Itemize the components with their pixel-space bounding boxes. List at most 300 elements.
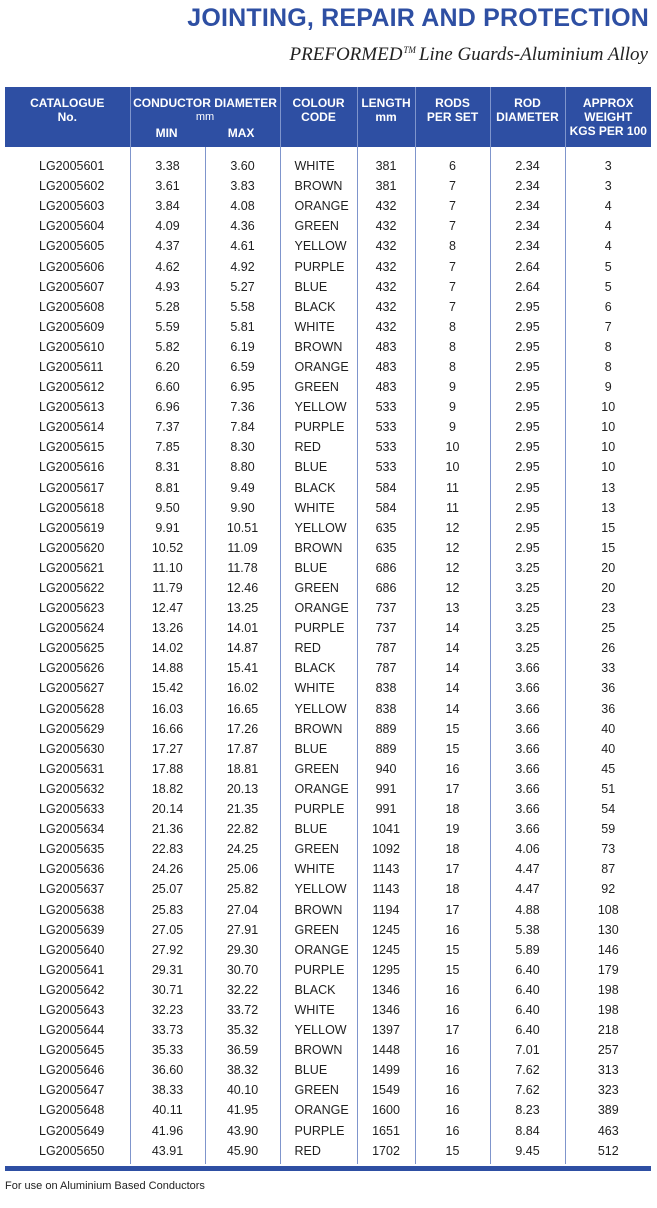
cell-approx-weight: 5 xyxy=(604,279,612,294)
cell-rods-per-set: 8 xyxy=(415,357,490,377)
cell-diameter-min: 38.33 xyxy=(130,1080,205,1100)
cell-rod-diameter: 3.66 xyxy=(490,699,565,719)
table-row xyxy=(5,518,651,538)
cell-diameter-max: 25.82 xyxy=(205,879,280,899)
cell-diameter-min: 43.91 xyxy=(130,1141,205,1164)
cell-diameter-min: 17.27 xyxy=(130,739,205,759)
cell-catalogue-no: LG2005650 xyxy=(5,1141,130,1164)
header-weight-line1: APPROX WEIGHT xyxy=(582,96,634,124)
table-row xyxy=(5,779,651,799)
cell-length: 432 xyxy=(357,196,415,216)
table-row xyxy=(5,457,651,477)
cell-rod-diameter: 2.95 xyxy=(490,457,565,477)
cell-colour-code: GREEN xyxy=(280,216,357,236)
cell-rods-per-set: 9 xyxy=(415,377,490,397)
cell-colour-code: ORANGE xyxy=(280,940,357,960)
cell-diameter-min: 27.05 xyxy=(130,920,205,940)
table-row xyxy=(5,739,651,759)
cell-rods-per-set: 17 xyxy=(415,859,490,879)
table-row xyxy=(5,317,651,337)
cell-diameter-min: 6.60 xyxy=(130,377,205,397)
cell-rod-diameter: 3.66 xyxy=(490,779,565,799)
cell-diameter-max: 3.83 xyxy=(205,176,280,196)
cell-rod-diameter: 7.62 xyxy=(490,1060,565,1080)
cell-diameter-min: 4.62 xyxy=(130,256,205,276)
cell-catalogue-no: LG2005623 xyxy=(5,598,130,618)
cell-length: 838 xyxy=(357,699,415,719)
cell-diameter-min: 5.82 xyxy=(130,337,205,357)
cell-diameter-min: 20.14 xyxy=(130,799,205,819)
cell-diameter-min: 17.88 xyxy=(130,759,205,779)
cell-diameter-max: 33.72 xyxy=(205,1000,280,1020)
cell-catalogue-no: LG2005635 xyxy=(5,839,130,859)
cell-diameter-min: 7.85 xyxy=(130,437,205,457)
cell-rods-per-set: 10 xyxy=(415,437,490,457)
cell-colour-code: GREEN xyxy=(280,839,357,859)
cell-catalogue-no: LG2005606 xyxy=(5,256,130,276)
cell-diameter-min: 41.96 xyxy=(130,1121,205,1141)
header-weight-line2: KGS PER 100 xyxy=(569,124,647,138)
cell-rod-diameter: 3.25 xyxy=(490,618,565,638)
cell-rods-per-set: 16 xyxy=(415,1080,490,1100)
cell-colour-code: BLUE xyxy=(280,739,357,759)
cell-diameter-max: 11.78 xyxy=(205,558,280,578)
cell-rods-per-set: 16 xyxy=(415,980,490,1000)
cell-diameter-max: 5.58 xyxy=(205,297,280,317)
cell-catalogue-no: LG2005625 xyxy=(5,638,130,658)
cell-rods-per-set: 15 xyxy=(415,739,490,759)
table-row xyxy=(5,980,651,1000)
cell-catalogue-no: LG2005614 xyxy=(5,417,130,437)
cell-rods-per-set: 6 xyxy=(415,147,490,176)
cell-approx-weight: 20 xyxy=(601,581,616,596)
cell-rod-diameter: 4.88 xyxy=(490,899,565,919)
cell-diameter-max: 9.90 xyxy=(205,498,280,518)
page-subtitle xyxy=(290,44,648,66)
cell-catalogue-no: LG2005627 xyxy=(5,678,130,698)
cell-rod-diameter: 3.25 xyxy=(490,578,565,598)
cell-approx-weight: 313 xyxy=(597,1063,619,1078)
cell-catalogue-no: LG2005630 xyxy=(5,739,130,759)
cell-diameter-min: 14.88 xyxy=(130,658,205,678)
cell-length: 787 xyxy=(357,638,415,658)
table-row xyxy=(5,759,651,779)
cell-rod-diameter: 2.95 xyxy=(490,478,565,498)
cell-diameter-min: 16.66 xyxy=(130,719,205,739)
cell-rods-per-set: 15 xyxy=(415,719,490,739)
cell-rod-diameter: 2.95 xyxy=(490,417,565,437)
table-row xyxy=(5,578,651,598)
cell-approx-weight: 10 xyxy=(601,460,616,475)
cell-approx-weight: 25 xyxy=(601,621,616,636)
cell-approx-weight: 15 xyxy=(601,540,616,555)
cell-rod-diameter: 3.25 xyxy=(490,558,565,578)
footnote: For use on Aluminium Based Conductors xyxy=(5,1180,205,1192)
table-row xyxy=(5,1000,651,1020)
cell-approx-weight: 40 xyxy=(601,721,616,736)
cell-diameter-max: 16.02 xyxy=(205,678,280,698)
cell-diameter-min: 13.26 xyxy=(130,618,205,638)
cell-length: 1702 xyxy=(357,1141,415,1164)
cell-diameter-min: 30.71 xyxy=(130,980,205,1000)
cell-rod-diameter: 2.64 xyxy=(490,277,565,297)
header-rods-line2: PER SET xyxy=(426,110,479,124)
cell-rod-diameter: 2.95 xyxy=(490,397,565,417)
cell-length: 533 xyxy=(357,437,415,457)
cell-catalogue-no: LG2005648 xyxy=(5,1100,130,1120)
header-rod-diameter-line1: ROD xyxy=(514,96,541,110)
cell-colour-code: RED xyxy=(280,638,357,658)
cell-rods-per-set: 15 xyxy=(415,1141,490,1164)
cell-colour-code: BLACK xyxy=(280,478,357,498)
table-row xyxy=(5,147,651,176)
header-length-line1: LENGTH xyxy=(361,96,411,110)
cell-rod-diameter: 4.06 xyxy=(490,839,565,859)
cell-colour-code: GREEN xyxy=(280,1080,357,1100)
cell-rod-diameter: 3.66 xyxy=(490,819,565,839)
cell-approx-weight: 15 xyxy=(601,520,616,535)
cell-approx-weight: 389 xyxy=(597,1103,619,1118)
header-catalogue-line1: CATALOGUE xyxy=(30,96,105,110)
cell-colour-code: PURPLE xyxy=(280,799,357,819)
cell-diameter-max: 13.25 xyxy=(205,598,280,618)
cell-rods-per-set: 12 xyxy=(415,558,490,578)
table-row xyxy=(5,256,651,276)
cell-length: 584 xyxy=(357,498,415,518)
cell-rod-diameter: 3.25 xyxy=(490,638,565,658)
cell-diameter-max: 30.70 xyxy=(205,960,280,980)
cell-diameter-min: 3.61 xyxy=(130,176,205,196)
table-row xyxy=(5,558,651,578)
cell-length: 1041 xyxy=(357,819,415,839)
cell-diameter-max: 38.32 xyxy=(205,1060,280,1080)
cell-approx-weight: 10 xyxy=(601,400,616,415)
cell-rods-per-set: 15 xyxy=(415,960,490,980)
table-row xyxy=(5,859,651,879)
table-row xyxy=(5,216,651,236)
cell-diameter-max: 12.46 xyxy=(205,578,280,598)
cell-colour-code: ORANGE xyxy=(280,357,357,377)
cell-length: 1194 xyxy=(357,899,415,919)
cell-diameter-min: 22.83 xyxy=(130,839,205,859)
cell-rods-per-set: 16 xyxy=(415,1060,490,1080)
cell-diameter-min: 40.11 xyxy=(130,1100,205,1120)
cell-diameter-max: 32.22 xyxy=(205,980,280,1000)
cell-rod-diameter: 6.40 xyxy=(490,960,565,980)
cell-diameter-max: 45.90 xyxy=(205,1141,280,1164)
cell-colour-code: BROWN xyxy=(280,337,357,357)
cell-length: 432 xyxy=(357,297,415,317)
cell-diameter-min: 11.10 xyxy=(130,558,205,578)
cell-rods-per-set: 16 xyxy=(415,920,490,940)
cell-diameter-max: 8.30 xyxy=(205,437,280,457)
cell-colour-code: GREEN xyxy=(280,377,357,397)
cell-rods-per-set: 8 xyxy=(415,337,490,357)
cell-catalogue-no: LG2005636 xyxy=(5,859,130,879)
cell-diameter-max: 5.81 xyxy=(205,317,280,337)
cell-length: 432 xyxy=(357,236,415,256)
cell-rod-diameter: 5.38 xyxy=(490,920,565,940)
cell-approx-weight: 5 xyxy=(604,259,612,274)
table-row xyxy=(5,1080,651,1100)
cell-approx-weight: 45 xyxy=(601,761,616,776)
cell-catalogue-no: LG2005624 xyxy=(5,618,130,638)
cell-diameter-max: 24.25 xyxy=(205,839,280,859)
cell-diameter-max: 10.51 xyxy=(205,518,280,538)
cell-rods-per-set: 7 xyxy=(415,256,490,276)
table-row xyxy=(5,960,651,980)
cell-diameter-min: 16.03 xyxy=(130,699,205,719)
cell-diameter-min: 6.20 xyxy=(130,357,205,377)
table-row xyxy=(5,658,651,678)
table-row xyxy=(5,719,651,739)
cell-colour-code: ORANGE xyxy=(280,598,357,618)
header-colour-line2: CODE xyxy=(301,110,336,124)
cell-approx-weight: 130 xyxy=(597,922,619,937)
cell-diameter-max: 3.60 xyxy=(205,147,280,176)
cell-catalogue-no: LG2005601 xyxy=(5,147,130,176)
cell-diameter-min: 7.37 xyxy=(130,417,205,437)
table-row xyxy=(5,357,651,377)
cell-rods-per-set: 19 xyxy=(415,819,490,839)
cell-diameter-max: 29.30 xyxy=(205,940,280,960)
table-row xyxy=(5,437,651,457)
cell-rod-diameter: 7.01 xyxy=(490,1040,565,1060)
cell-catalogue-no: LG2005609 xyxy=(5,317,130,337)
cell-catalogue-no: LG2005605 xyxy=(5,236,130,256)
cell-length: 1346 xyxy=(357,980,415,1000)
cell-rod-diameter: 3.66 xyxy=(490,799,565,819)
cell-catalogue-no: LG2005618 xyxy=(5,498,130,518)
cell-diameter-max: 4.92 xyxy=(205,256,280,276)
cell-catalogue-no: LG2005615 xyxy=(5,437,130,457)
header-max: MAX xyxy=(227,126,255,140)
cell-diameter-max: 17.26 xyxy=(205,719,280,739)
cell-rods-per-set: 16 xyxy=(415,1100,490,1120)
cell-rod-diameter: 3.66 xyxy=(490,678,565,698)
cell-catalogue-no: LG2005643 xyxy=(5,1000,130,1020)
cell-rod-diameter: 2.34 xyxy=(490,236,565,256)
cell-length: 432 xyxy=(357,317,415,337)
cell-rod-diameter: 8.23 xyxy=(490,1100,565,1120)
cell-rod-diameter: 6.40 xyxy=(490,1000,565,1020)
cell-diameter-min: 11.79 xyxy=(130,578,205,598)
cell-diameter-min: 4.93 xyxy=(130,277,205,297)
cell-rods-per-set: 9 xyxy=(415,417,490,437)
cell-catalogue-no: LG2005646 xyxy=(5,1060,130,1080)
cell-diameter-max: 25.06 xyxy=(205,859,280,879)
cell-rod-diameter: 2.95 xyxy=(490,297,565,317)
cell-catalogue-no: LG2005631 xyxy=(5,759,130,779)
header-catalogue-line2: No. xyxy=(57,110,77,124)
cell-catalogue-no: LG2005638 xyxy=(5,899,130,919)
table-row xyxy=(5,879,651,899)
cell-rods-per-set: 14 xyxy=(415,658,490,678)
cell-rods-per-set: 12 xyxy=(415,538,490,558)
cell-rod-diameter: 6.40 xyxy=(490,1020,565,1040)
cell-rod-diameter: 2.95 xyxy=(490,518,565,538)
cell-colour-code: YELLOW xyxy=(280,236,357,256)
table-row xyxy=(5,417,651,437)
cell-catalogue-no: LG2005616 xyxy=(5,457,130,477)
table-row xyxy=(5,598,651,618)
header-catalogue xyxy=(5,87,130,147)
cell-length: 737 xyxy=(357,618,415,638)
table-row xyxy=(5,940,651,960)
cell-colour-code: YELLOW xyxy=(280,879,357,899)
cell-rods-per-set: 7 xyxy=(415,176,490,196)
cell-length: 432 xyxy=(357,216,415,236)
cell-rods-per-set: 8 xyxy=(415,317,490,337)
cell-catalogue-no: LG2005621 xyxy=(5,558,130,578)
header-rod-diameter xyxy=(490,87,565,147)
cell-colour-code: WHITE xyxy=(280,678,357,698)
cell-rods-per-set: 18 xyxy=(415,799,490,819)
cell-rods-per-set: 17 xyxy=(415,779,490,799)
cell-approx-weight: 73 xyxy=(601,842,616,857)
cell-approx-weight: 8 xyxy=(604,359,612,374)
header-approx-weight xyxy=(565,87,651,147)
cell-approx-weight: 257 xyxy=(597,1043,619,1058)
cell-rod-diameter: 2.64 xyxy=(490,256,565,276)
cell-catalogue-no: LG2005633 xyxy=(5,799,130,819)
cell-diameter-min: 25.83 xyxy=(130,899,205,919)
table-row xyxy=(5,397,651,417)
cell-diameter-max: 5.27 xyxy=(205,277,280,297)
page-title: JOINTING, REPAIR AND PROTECTION xyxy=(187,4,649,32)
cell-rods-per-set: 16 xyxy=(415,759,490,779)
cell-diameter-min: 10.52 xyxy=(130,538,205,558)
table-body xyxy=(5,147,651,1164)
cell-rod-diameter: 5.89 xyxy=(490,940,565,960)
cell-diameter-min: 8.81 xyxy=(130,478,205,498)
cell-rod-diameter: 2.95 xyxy=(490,377,565,397)
cell-diameter-min: 3.84 xyxy=(130,196,205,216)
cell-diameter-min: 12.47 xyxy=(130,598,205,618)
header-rod-diameter-line2: DIAMETER xyxy=(496,110,559,124)
cell-length: 483 xyxy=(357,377,415,397)
table-row xyxy=(5,196,651,216)
cell-diameter-min: 27.92 xyxy=(130,940,205,960)
cell-length: 432 xyxy=(357,277,415,297)
cell-rods-per-set: 11 xyxy=(415,498,490,518)
cell-diameter-max: 11.09 xyxy=(205,538,280,558)
cell-length: 483 xyxy=(357,357,415,377)
cell-catalogue-no: LG2005620 xyxy=(5,538,130,558)
cell-colour-code: PURPLE xyxy=(280,417,357,437)
cell-colour-code: PURPLE xyxy=(280,960,357,980)
cell-length: 533 xyxy=(357,457,415,477)
cell-rod-diameter: 3.66 xyxy=(490,658,565,678)
table-row xyxy=(5,819,651,839)
cell-approx-weight: 13 xyxy=(601,500,616,515)
cell-catalogue-no: LG2005607 xyxy=(5,277,130,297)
cell-approx-weight: 54 xyxy=(601,802,616,817)
cell-colour-code: BROWN xyxy=(280,538,357,558)
cell-rods-per-set: 14 xyxy=(415,638,490,658)
cell-rods-per-set: 7 xyxy=(415,216,490,236)
cell-length: 1600 xyxy=(357,1100,415,1120)
cell-length: 686 xyxy=(357,578,415,598)
cell-length: 1448 xyxy=(357,1040,415,1060)
cell-rod-diameter: 3.25 xyxy=(490,598,565,618)
cell-rods-per-set: 18 xyxy=(415,879,490,899)
table-row xyxy=(5,799,651,819)
cell-length: 838 xyxy=(357,678,415,698)
header-length-line2: mm xyxy=(375,110,397,124)
cell-diameter-max: 4.36 xyxy=(205,216,280,236)
cell-length: 1245 xyxy=(357,940,415,960)
cell-catalogue-no: LG2005602 xyxy=(5,176,130,196)
cell-colour-code: BLACK xyxy=(280,297,357,317)
cell-rods-per-set: 17 xyxy=(415,899,490,919)
cell-approx-weight: 6 xyxy=(604,299,612,314)
cell-rod-diameter: 2.95 xyxy=(490,357,565,377)
cell-colour-code: WHITE xyxy=(280,498,357,518)
cell-diameter-max: 4.61 xyxy=(205,236,280,256)
cell-colour-code: ORANGE xyxy=(280,1100,357,1120)
cell-approx-weight: 23 xyxy=(601,601,616,616)
table-row xyxy=(5,839,651,859)
table-row xyxy=(5,1020,651,1040)
cell-diameter-min: 15.42 xyxy=(130,678,205,698)
cell-approx-weight: 4 xyxy=(604,199,612,214)
cell-approx-weight: 40 xyxy=(601,741,616,756)
cell-approx-weight: 20 xyxy=(601,560,616,575)
cell-diameter-max: 43.90 xyxy=(205,1121,280,1141)
cell-diameter-max: 6.59 xyxy=(205,357,280,377)
cell-length: 381 xyxy=(357,176,415,196)
header-conductor-diameter xyxy=(130,87,280,147)
cell-approx-weight: 463 xyxy=(597,1123,619,1138)
table-row xyxy=(5,1121,651,1141)
table-row xyxy=(5,1100,651,1120)
cell-diameter-max: 16.65 xyxy=(205,699,280,719)
cell-colour-code: BLACK xyxy=(280,980,357,1000)
cell-approx-weight: 7 xyxy=(604,319,612,334)
cell-length: 635 xyxy=(357,518,415,538)
cell-length: 889 xyxy=(357,739,415,759)
cell-rod-diameter: 2.34 xyxy=(490,176,565,196)
cell-catalogue-no: LG2005604 xyxy=(5,216,130,236)
table-header-row xyxy=(5,87,651,147)
cell-catalogue-no: LG2005644 xyxy=(5,1020,130,1040)
cell-diameter-max: 35.32 xyxy=(205,1020,280,1040)
cell-rod-diameter: 2.95 xyxy=(490,437,565,457)
cell-approx-weight: 13 xyxy=(601,480,616,495)
cell-colour-code: ORANGE xyxy=(280,779,357,799)
cell-colour-code: WHITE xyxy=(280,1000,357,1020)
cell-rods-per-set: 13 xyxy=(415,598,490,618)
cell-rod-diameter: 3.66 xyxy=(490,759,565,779)
cell-diameter-max: 6.95 xyxy=(205,377,280,397)
cell-length: 737 xyxy=(357,598,415,618)
cell-catalogue-no: LG2005639 xyxy=(5,920,130,940)
cell-rods-per-set: 10 xyxy=(415,457,490,477)
table-row xyxy=(5,678,651,698)
table-row xyxy=(5,618,651,638)
cell-approx-weight: 92 xyxy=(601,882,616,897)
cell-catalogue-no: LG2005622 xyxy=(5,578,130,598)
cell-rods-per-set: 14 xyxy=(415,678,490,698)
subtitle-brand: PREFORMED xyxy=(289,44,403,65)
cell-diameter-min: 9.91 xyxy=(130,518,205,538)
cell-rods-per-set: 15 xyxy=(415,940,490,960)
cell-catalogue-no: LG2005619 xyxy=(5,518,130,538)
cell-colour-code: PURPLE xyxy=(280,1121,357,1141)
cell-colour-code: PURPLE xyxy=(280,618,357,638)
cell-colour-code: RED xyxy=(280,1141,357,1164)
